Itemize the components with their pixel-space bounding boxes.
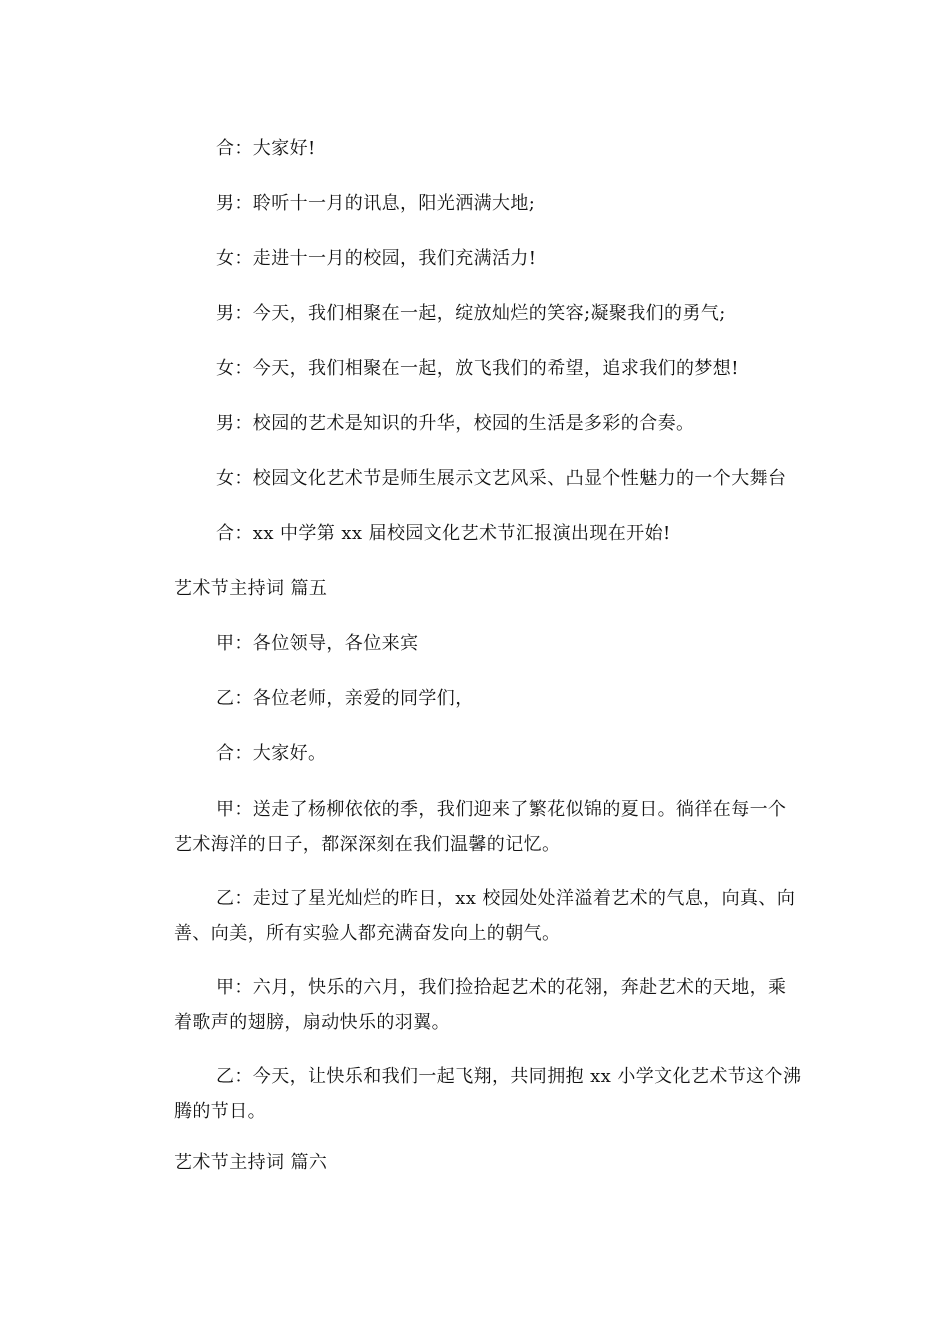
dialogue-paragraph [174, 792, 814, 862]
dialogue-line: 男：校园的艺术是知识的升华，校园的生活是多彩的合奏。 [216, 413, 695, 434]
dialogue-line: 女：走进十一月的校园，我们充满活力! [216, 248, 537, 269]
paragraph-continuation: 善、向美，所有实验人都充满奋发向上的朝气。 [174, 923, 561, 944]
paragraph-continuation: 着歌声的翅膀，扇动快乐的羽翼。 [174, 1012, 450, 1033]
paragraph-continuation: 艺术海洋的日子，都深深刻在我们温馨的记忆。 [174, 834, 561, 855]
paragraph-first-line: 甲：送走了杨柳依依的季，我们迎来了繁花似锦的夏日。徜徉在每一个 [216, 799, 787, 820]
section-heading: 艺术节主持词 篇五 [174, 578, 328, 599]
paragraph-first-line: 甲：六月，快乐的六月，我们捡拾起艺术的花翎，奔赴艺术的天地，乘 [216, 977, 787, 998]
dialogue-line: 男：今天，我们相聚在一起，绽放灿烂的笑容;凝聚我们的勇气; [216, 303, 726, 324]
section-heading: 艺术节主持词 篇六 [174, 1152, 328, 1173]
dialogue-line: 合：大家好! [216, 138, 316, 159]
dialogue-line: 合：大家好。 [216, 743, 327, 764]
dialogue-line: 女：校园文化艺术节是师生展示文艺风采、凸显个性魅力的一个大舞台 [216, 468, 787, 489]
dialogue-line: 甲：各位领导，各位来宾 [216, 633, 419, 654]
dialogue-paragraph [174, 1059, 814, 1129]
dialogue-line: 女：今天，我们相聚在一起，放飞我们的希望，追求我们的梦想! [216, 358, 739, 379]
dialogue-line: 合：xx 中学第 xx 届校园文化艺术节汇报演出现在开始! [216, 523, 671, 544]
dialogue-line: 男：聆听十一月的讯息，阳光洒满大地; [216, 193, 536, 214]
paragraph-first-line: 乙：今天，让快乐和我们一起飞翔，共同拥抱 xx 小学文化艺术节这个沸 [216, 1066, 802, 1087]
dialogue-line: 乙：各位老师，亲爱的同学们， [216, 688, 474, 709]
paragraph-continuation: 腾的节日。 [174, 1101, 266, 1122]
paragraph-first-line: 乙：走过了星光灿烂的昨日，xx 校园处处洋溢着艺术的气息，向真、向 [216, 888, 796, 909]
dialogue-paragraph [174, 970, 814, 1040]
dialogue-paragraph [174, 881, 814, 951]
